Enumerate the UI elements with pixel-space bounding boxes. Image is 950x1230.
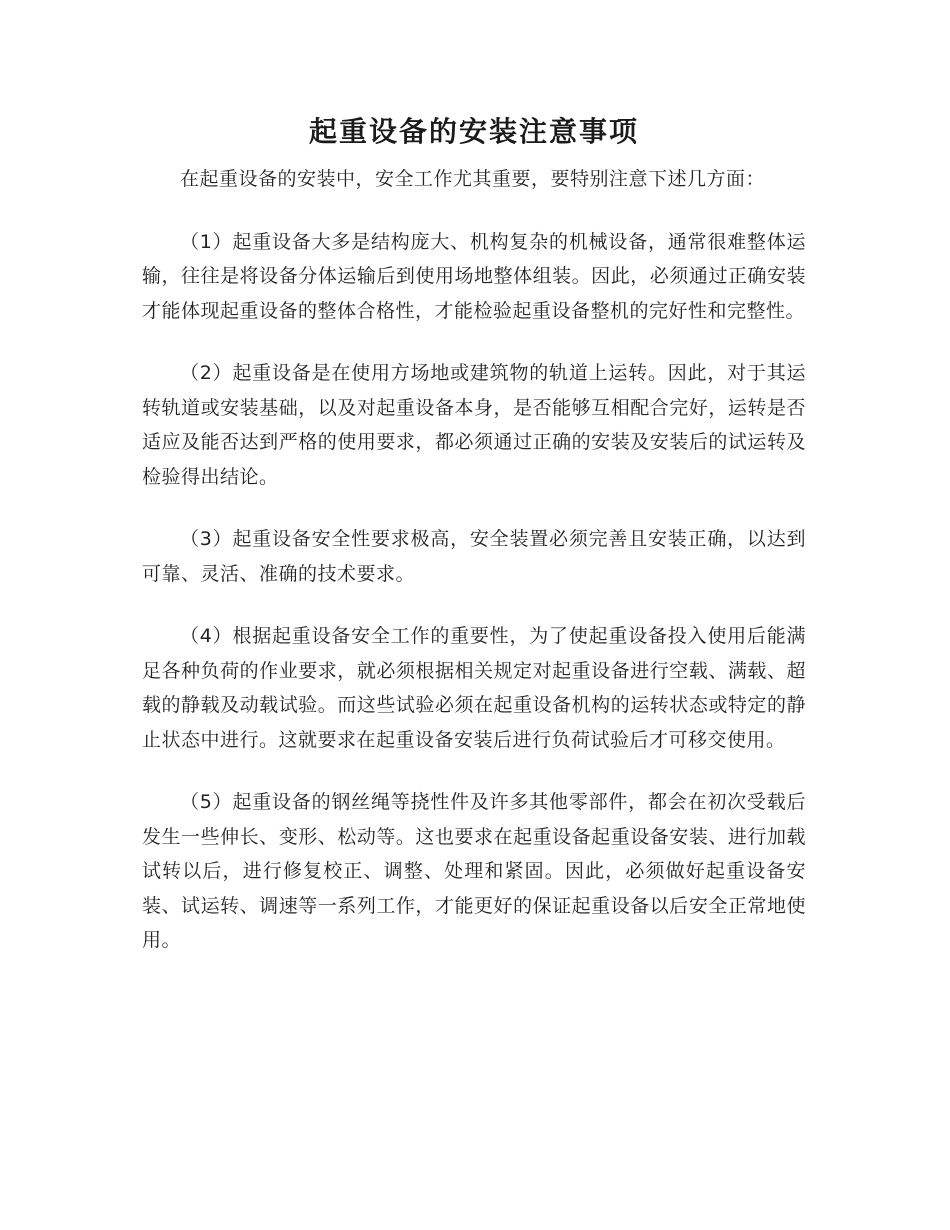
item-paragraph-5: （5）起重设备的钢丝绳等挠性件及许多其他零部件，都会在初次受载后发生一些伸长、变形、松动等。这也要求在起重设备起重设备安装、进行加载试转以后，进行修复校正、调整、处理和紧固。因此，必须做好起重设备安装、试运转、调速等一系列工作，才能更好的保证起重设备以后安全正常地使用。 xyxy=(142,791,806,951)
item-paragraph-2: （2）起重设备是在使用方场地或建筑物的轨道上运转。因此，对于其运转轨道或安装基础，以及对起重设备本身，是否能够互相配合完好，运转是否适应及能否达到严格的使用要求，都必须通过正确的安装及安装后的试运转及检验得出结论。 xyxy=(142,362,806,488)
item-paragraph-4: （4）根据起重设备安全工作的重要性，为了使起重设备投入使用后能满足各种负荷的作业要求，就必须根据相关规定对起重设备进行空载、满载、超载的静载及动载试验。而这些试验必须在起重设备机构的运转状态或特定的静止状态中进行。这就要求在起重设备安装后进行负荷试验后才可移交使用。 xyxy=(142,625,806,751)
item-paragraph-1: （1）起重设备大多是结构庞大、机构复杂的机械设备，通常很难整体运输，往往是将设备分体运输后到使用场地整体组装。因此，必须通过正确安装才能体现起重设备的整体合格性，才能检验起重设备整机的完好性和完整性。 xyxy=(142,230,806,322)
intro-paragraph: 在起重设备的安装中，安全工作尤其重要，要特别注意下述几方面： xyxy=(180,168,766,190)
document-title: 起重设备的安装注意事项 xyxy=(308,115,639,148)
document-body xyxy=(142,108,806,986)
item-paragraph-3: （3）起重设备安全性要求极高，安全装置必须完善且安装正确，以达到可靠、灵活、准确的技术要求。 xyxy=(142,528,806,585)
